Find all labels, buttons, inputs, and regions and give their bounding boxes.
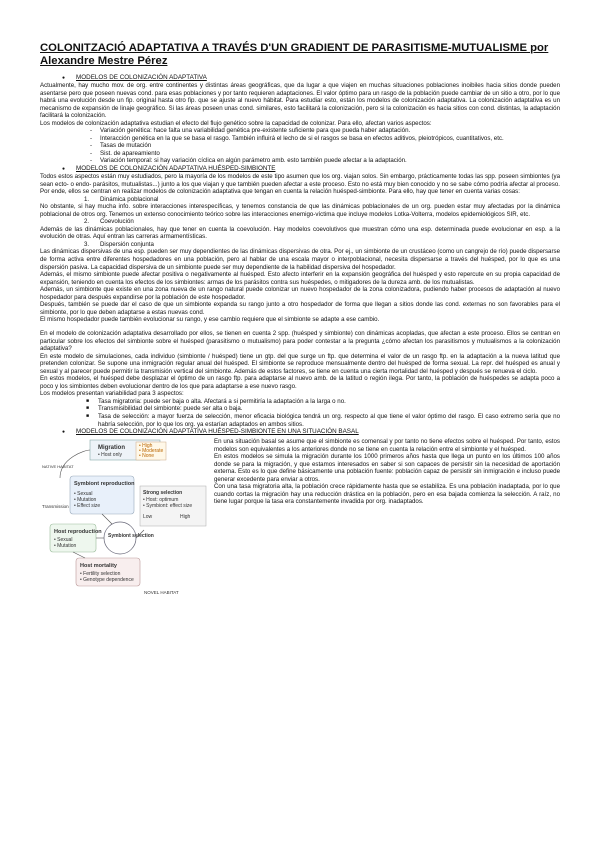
arrow bbox=[73, 552, 85, 558]
migration-label: Migration bbox=[98, 445, 125, 452]
list-item: - Tasas de mutación bbox=[40, 142, 560, 150]
paragraph: En el modelo de colonización adaptativa desarrollado por ellos, se tienen en cuenta 2 spp. (huésped y simbionte) con dinámicas acopladas, que afectan a este proceso. Ellos se centran en particular sobre los efectos del simbionte sobre el huésped (parasitismo o mutualismo) para poder contestar a la pregunta ¿cómo afectan los parasitismos y mutualismos a la colonización adaptativa? bbox=[40, 329, 560, 353]
symbiont-selection-label: Symbiont selection bbox=[108, 533, 154, 540]
paragraph: Todos estos aspectos están muy estudiados, pero la mayoría de los modelos de este tipo asumen que los org. viajan solos. Sin embargo, prácticamente todas las spp. poseen simbiontes (ya sean ecto- o endo- parásitos, mutualistas...) junto a los que viajan y que también pueden afectar a este proceso. Esto no está muy bien conocido y no se sabe cómo podría afectar al proceso. Por ende, ellos se centran en realizar modelos de colonización adaptativa que tengan en cuenta la relación huésped-simbionte. Para ello, hay que tener en cuenta varias cosas: bbox=[40, 173, 560, 196]
numbered-item: 1. Dinámica poblacional bbox=[84, 195, 159, 203]
low-label: Low bbox=[143, 514, 153, 521]
section-heading-adaptive-colonization: ● MODELOS DE COLONIZACIÓN ADAPTATIVA bbox=[40, 74, 560, 82]
life-cycle-diagram bbox=[40, 438, 208, 598]
paragraph: Además, un simbionte que existe en una zona nueva de un rango natural puede colonizar un nuevo hospedador de la zona colonizadora, pudiendo haber procesos de adaptación al nuevo hospedador para después expandirse por la población de este hospedador. bbox=[40, 286, 560, 301]
paragraph: En estos modelos se simula la migración durante los 1000 primeros años hasta que llega un punto en los últimos 100 años donde se para la migración, y que estamos interesados en saber si son capaces de persistir sin la necesidad de aportación externa. Esto es lo que define básicamente una población fuente: población capaz de persistir sin inmigración e incluso puede generar excedente para enviar a otros. bbox=[214, 453, 560, 483]
numbered-item: 3. Dispersión conjunta bbox=[84, 240, 154, 248]
paragraph: No obstante, si hay mucha info. sobre interacciones interespecíficas, y tenemos constancia de que las dinámicas poblacionales de un org. pueden estar muy afectadas por la dinámica poblacional de otros org. Tenemos un extenso conocimiento teórico sobre las interacciones enemigo-víctima que incluye modelos Lotka-Volterra, modelos epidemiológicos SIR, etc. bbox=[40, 203, 560, 218]
author-name: Alexandre Mestre Pérez bbox=[40, 55, 168, 67]
paragraph: En estos modelos, el huésped debe desplazar el óptimo de un rasgo ftp. para adaptarse al nuevo amb. de la latitud o región ilega. Por tanto, la población de huéspedes se adapta poco a poco y los simbiontes deben evolucionar dentro de los que para adaptarse a ese nuevo rasgo. bbox=[40, 375, 560, 390]
symbiont-repr-item: • Mutation bbox=[74, 497, 97, 504]
strong-item: • Symbiont: effect size bbox=[143, 503, 193, 510]
model-diagram bbox=[40, 438, 208, 598]
host-repr-item: • Sexual bbox=[54, 537, 73, 544]
right-column-text bbox=[214, 438, 560, 598]
list-item: ■ Tasa de selección: a mayor fuerza de selección, menor eficacia biológica tendrá un org. respecto al que tiene el valor óptimo del rasgo. El caso extremo sería que no habría selección, por lo que los org. ya estarían adaptados en ambos sitios. bbox=[40, 413, 560, 428]
symbiont-repr-label: Symbiont reproduction bbox=[74, 481, 135, 488]
paragraph: El mismo hospedador puede también evolucionar su rango, y ese cambio requiere que el simbionte se adapte a ese cambio. bbox=[40, 316, 380, 324]
arrow bbox=[102, 514, 112, 524]
paragraph: Con una tasa migratoria alta, la población crece rápidamente hasta que se estabiliza. Es una población inadaptada, por lo que cuando cortas la migración hay una reducción drástica en la población, pero en esa bajada comienza la selección. A raíz, no tiene lugar porque la tasa era constantemente invadida por org. inadaptados. bbox=[214, 483, 560, 506]
strong-selection-label: Strong selection bbox=[143, 490, 183, 497]
host-mortality-item: • Genotype dependence bbox=[80, 577, 134, 584]
rate-low: • None bbox=[139, 453, 155, 460]
paragraph: Además de las dinámicas poblacionales, hay que tener en cuenta la coevolución. Hay modelos coevolutivos que muestran cómo una esp. determinada puede evolucionar en esp. a la evolución de otras. Aquí entran las carreras armamentísticas. bbox=[40, 225, 560, 241]
figure-and-text bbox=[40, 438, 560, 598]
symbiont-repr-item: • Effect size bbox=[74, 503, 101, 510]
list-item: ■ Tasa migratoria: puede ser baja o alta. Afectará a si permitiría la adaptación a la larga o no. bbox=[40, 398, 560, 406]
transmission-label: Transmission bbox=[42, 504, 69, 510]
paragraph: En este modelo de simulaciones, cada individuo (simbionte / huésped) tiene un gtp. del que surge un ftp. que determina el valor de un rasgo ftp. en la adaptación a la nueva latitud que pretenden colonizar. Se supone una inmigración regular anual del huésped. El simbionte se reproduce mensualmente dentro del huésped de forma sexual. La repr. del huésped es anual y sexual y al parecer puede permitir la transmisión vertical del simbionte. Además de estos factores, se tiene en cuenta una cierta mortalidad del huésped y después se renueva el ciclo. bbox=[40, 352, 560, 375]
rate-high: • High bbox=[139, 443, 153, 450]
paragraph: Los modelos de colonización adaptativa estudian el efecto del flujo genético sobre la capacidad de colonizar. Para ello, afectan varios aspectos: bbox=[40, 119, 432, 127]
native-habitat-label: NATIVE HABITAT bbox=[42, 464, 74, 470]
list-item: - Sist. de apareamiento bbox=[40, 150, 560, 158]
paragraph: Los modelos presentan variabilidad para 3 aspectos: bbox=[40, 390, 184, 398]
list-item: - Variación temporal: si hay variación cíclica en algún parámetro amb. esto también puede afectar a la adaptación. bbox=[40, 157, 560, 165]
list-item: - Variación genética: hace falta una variabilidad genética pre-existente suficiente para que pueda haber adaptación. bbox=[40, 127, 560, 135]
document-title: COLONITZACIÓ ADAPTATIVA A TRAVÉS D'UN GRADIENT DE PARASITISME-MUTUALISME por Alexandre Mestre Pérez bbox=[40, 42, 549, 67]
paragraph: Después, también se puede dar el caso de que un simbionte expanda su rango junto a otro hospedador de forma que llegan a sitios donde las cond. externas no son favorables para el simbionte, por lo que deben adaptarse a estas nuevas cond. bbox=[40, 301, 560, 316]
host-mortality-label: Host mortality bbox=[80, 563, 117, 570]
high-label: High bbox=[180, 514, 191, 521]
numbered-item: 2. Coevolución bbox=[84, 218, 134, 226]
section-heading-basal-situation: ● MODELOS DE COLONIZACIÓN ADAPTATIVA HUÉSPED-SIMBIONTE EN UNA SITUACIÓN BASAL bbox=[40, 428, 560, 436]
paragraph: En una situación basal se asume que el simbionte es comensal y por tanto no tiene efectos sobre el huésped. Por tanto, estos modelos son equivalentes a los anteriores donde no se tiene en cuenta la relación entre el simbionte y el huésped. bbox=[214, 438, 560, 453]
paragraph: Las dinámicas dispersivas de una esp. pueden ser muy dependientes de las dinámicas dispersivas de otra. Por ej., un simbionte de un crustáceo (como un cangrejo de río) puede dispersarse de forma activa entre diferentes hospedadores en una población, pero al hablar de una escala mayor o interpoblacional, necesita dispersarse a través del huésped, por lo que es una dispersión pasiva. La capacidad dispersiva de un simbionte puede ser muy dependiente de la habilidad dispersiva del hospedador. bbox=[40, 248, 560, 271]
migration-arrow bbox=[60, 450, 90, 478]
symbiont-repr-item: • Sexual bbox=[74, 491, 93, 498]
host-mortality-item: • Fertility selection bbox=[80, 571, 121, 578]
list-item: - Interacción genética en la que se basa el rasgo. También influirá el lecho de si el rasgos se basa en efectos aditivos, pleiotrópicos, cuantitativos, etc. bbox=[40, 135, 560, 143]
host-repr-label: Host reproduction bbox=[54, 529, 102, 536]
list-item: ■ Transmisibilidad del simbionte: puede ser alta o baja. bbox=[40, 405, 560, 413]
strong-item: • Host: optimum bbox=[143, 497, 179, 504]
paragraph: Actualmente, hay mucho mov. de org. entre continentes y distintas áreas geográficas, que da lugar a que viajen en muchas situaciones poblaciones inoibiles hacia sitios donde pueden asentarse pero que poseen nuevas cond. para esas poblaciones y por tanto requieren adaptaciones. El valor óptimo para un rasgo de la población puede cambiar de un sitio a otro, por lo que habrá una evolución desde un fip. original hasta otro fip. que se ajuste al nuevo hábitat. Para estudiar esto, están los modelos de colonización adaptativa. La colonización adaptativa es un mecanismo de expansión de linaje geográfico. Si las áreas poseen unas cond. similares, esto facilitará la colonización, pero si la colonización es hacia sitios con cond. distintas, la adaptación facilitará la colonización. bbox=[40, 82, 560, 120]
migration-sub: • Host only bbox=[98, 452, 122, 459]
rate-moderate: • Moderate bbox=[139, 448, 164, 455]
paragraph: Además, el mismo simbionte puede afectar positiva o negativamente al huésped. Esto afecto interferir en la expansión geográfica del huésped y esto repercute en su propia capacidad de expansión, teniendo en cuenta los efectos de los simbiontes: armas de los parásitos contra sus huéspedes, o mitigadores de la dureza amb. de los mutualistas. bbox=[40, 271, 560, 286]
section-heading-host-symbiont: ● MODELOS DE COLONIZACIÓN ADAPTATIVA HUÉSPED-SIMBIONTE bbox=[40, 165, 560, 173]
novel-habitat-label: NOVEL HABITAT bbox=[144, 590, 179, 596]
host-repr-item: • Mutation bbox=[54, 543, 77, 550]
